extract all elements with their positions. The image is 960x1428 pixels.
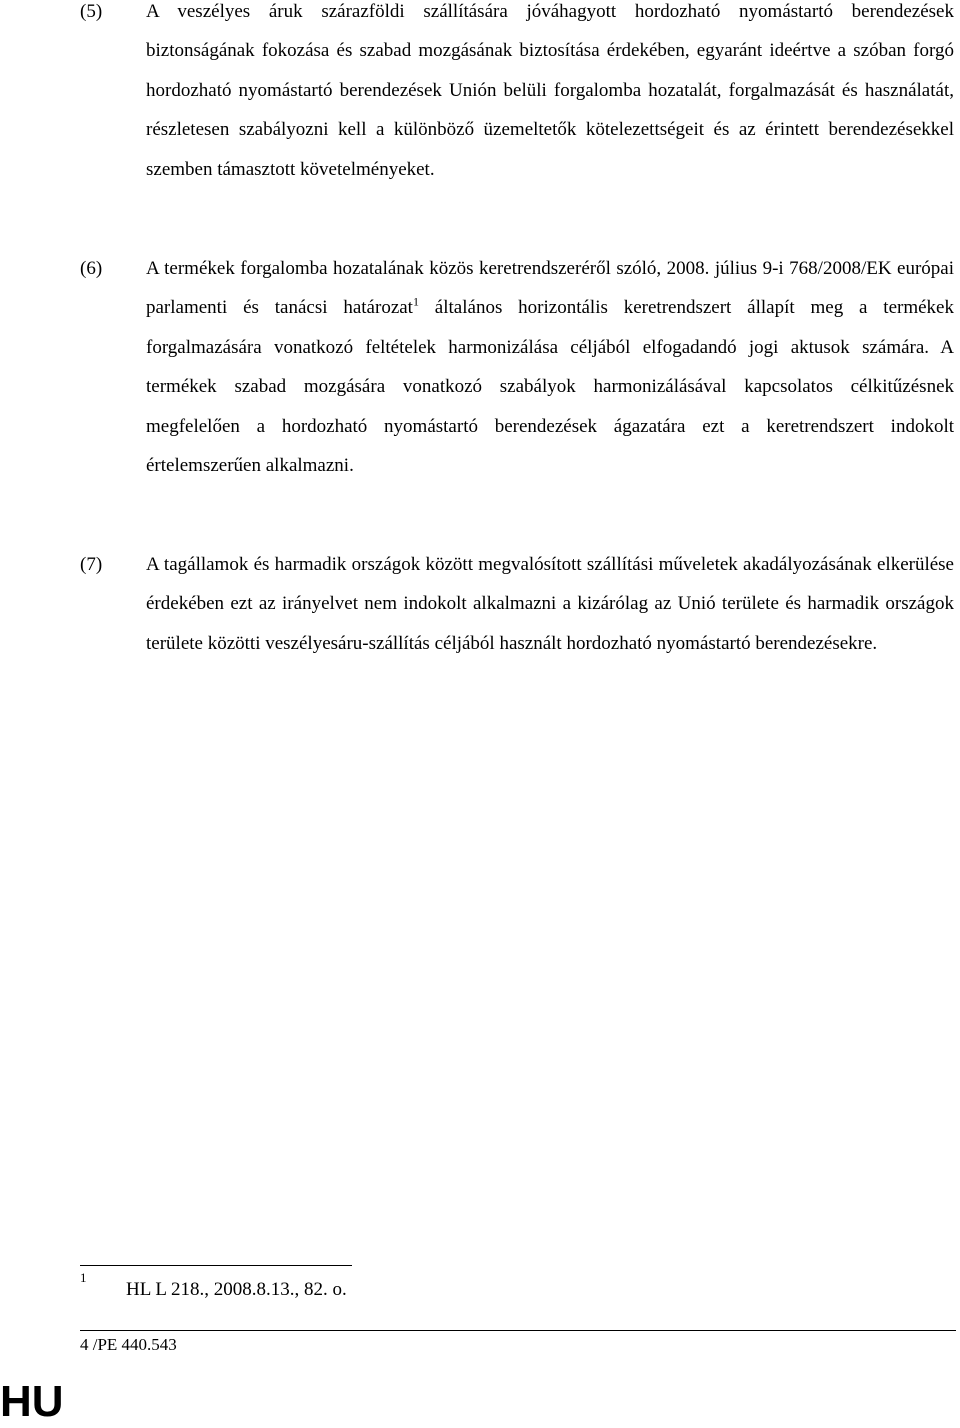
footnote-text: HL L 218., 2008.8.13., 82. o. xyxy=(126,1279,347,1300)
recital-text: A veszélyes áruk szárazföldi szállítására jóváhagyott hordozható nyomástartó berendezések biztonságának fokozása és szabad mozgásának biztosítása érdekében, egyaránt ideértve a szóban forgó hordozható nyomástartó berendezések Unión belüli forgalomba hozatalát, forgalmazását és használatát, részletesen szabályozni kell a különböző üzemeltetők kötelezettségeit és az érintett berendezésekkel szemben támasztott követelményeket. xyxy=(146,1,954,180)
recital-text: A tagállamok és harmadik országok között megvalósított szállítási műveletek akadályozásának elkerülése érdekében ezt az irányelvet nem indokolt alkalmazni a kizárólag az Unió területe és harmadik országok területe közötti veszélyesáru-szállítás céljából használt hordozható nyomástartó berendezésekre. xyxy=(146,554,954,654)
recital-number: (7) xyxy=(80,554,103,575)
recital-number: (5) xyxy=(80,1,103,22)
document-reference: 4 /PE 440.543 xyxy=(80,1335,177,1354)
footnote-reference[interactable]: 1 xyxy=(412,295,419,310)
footnote-mark: 1 xyxy=(80,1270,87,1285)
language-code: HU xyxy=(0,1377,64,1426)
recital-text-part: A termékek forgalomba hozatalának közös keretrendszeréről szóló, 2008. július 9-i 768/2008/EK európai parlamenti és tanácsi határozat xyxy=(146,258,954,319)
footnote-separator xyxy=(80,1265,352,1266)
recital-number: (6) xyxy=(80,258,103,279)
recital-text-part: általános horizontális keretrendszert állapít meg a termékek forgalmazására vonatkozó feltételek harmonizálása céljából elfogadandó jogi aktusok számára. A termékek szabad mozgására vonatkozó szabályok harmonizálásával kapcsolatos célkitűzésnek megfelelően a hordozható nyomástartó berendezések ágazatára ezt a keretrendszert indokolt értelemszerűen alkalmazni. xyxy=(146,297,954,477)
footer-divider xyxy=(80,1330,956,1331)
recital-text xyxy=(146,249,954,485)
